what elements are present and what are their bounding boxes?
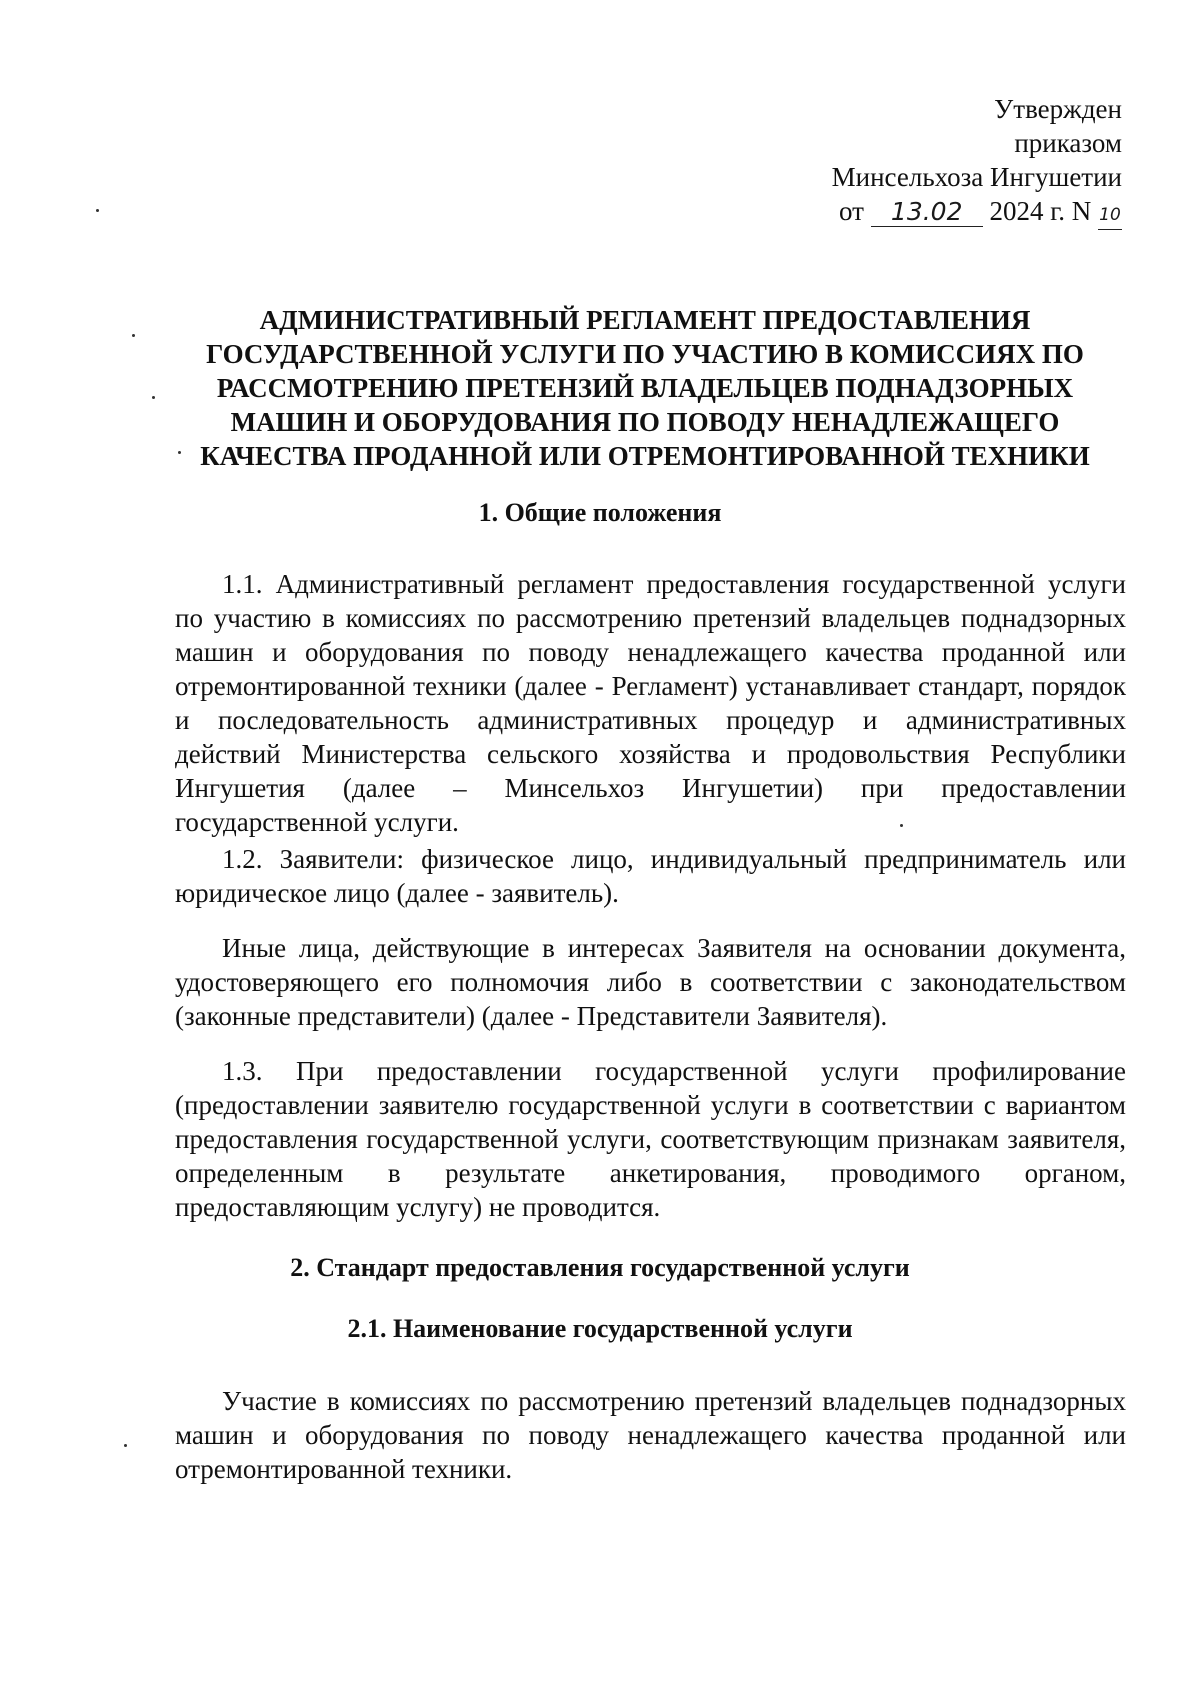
handwritten-date: 13.02 (871, 198, 983, 227)
year-text: 2024 г. N (989, 196, 1092, 226)
section-1-heading: 1. Общие положения (478, 498, 722, 527)
section-2-heading: 2. Стандарт предоставления государственной услуги (290, 1253, 910, 1282)
section-2-1-heading: 2.1. Наименование государственной услуги (347, 1314, 853, 1343)
scan-speck (124, 1444, 127, 1447)
scan-speck (132, 334, 135, 337)
date-prefix: от (839, 196, 864, 226)
scan-speck (900, 824, 903, 827)
paragraph-1-2: 1.2. Заявители: физическое лицо, индивидуальный предприниматель или юридическое лицо (далее - заявитель). (175, 844, 1126, 908)
scan-speck (178, 451, 181, 454)
paragraph-1-1: 1.1. Административный регламент предоставления государственной услуги по участию в комиссиях по рассмотрению претензий владельцев поднадзорных машин и оборудования по поводу ненадлежащего качества проданной или отремонтированной техники (далее - Регламент) устанавливает стандарт, порядок и последовательность административных процедур и административных действий Министерства сельского хозяйства и продовольствия Республики Ингушетия (далее – Минсельхоз Ингушетии) при предоставлении государственной услуги. (175, 569, 1126, 837)
handwritten-number: 10 (1098, 201, 1122, 230)
paragraph-1-3: 1.3. При предоставлении государственной услуги профилирование (предоставлении заявителю государственной услуги в соответствии с вариантом предоставления государственной услуги, соответствующим признакам заявителя, определенным в результате анкетирования, проводимого органом, предоставляющим услугу) не проводится. (175, 1056, 1126, 1222)
scan-speck (152, 396, 155, 399)
approval-line-3: Минсельхоза Ингушетии (831, 162, 1122, 192)
approval-stamp (832, 92, 1122, 230)
paragraph-2-1: Участие в комиссиях по рассмотрению претензий владельцев поднадзорных машин и оборудования по поводу ненадлежащего качества проданной или отремонтированной техники. (175, 1386, 1126, 1484)
scan-speck (96, 209, 99, 212)
document-title: АДМИНИСТРАТИВНЫЙ РЕГЛАМЕНТ ПРЕДОСТАВЛЕНИЯ ГОСУДАРСТВЕННОЙ УСЛУГИ ПО УЧАСТИЮ В КОМИССИЯХ ПО РАССМОТРЕНИЮ ПРЕТЕНЗИЙ ВЛАДЕЛЬЦЕВ ПОДНАДЗОРНЫХ МАШИН И ОБОРУДОВАНИЯ ПО ПОВОДУ НЕНАДЛЕЖАЩЕГО КАЧЕСТВА ПРОДАННОЙ ИЛИ ОТРЕМОНТИРОВАННОЙ ТЕХНИКИ (200, 305, 1090, 471)
paragraph-1-2-representatives: Иные лица, действующие в интересах Заявителя на основании документа, удостоверяющего его полномочия либо в соответствии с законодательством (законные представители) (далее - Представители Заявителя). (175, 933, 1126, 1031)
approval-date-line (832, 194, 1122, 230)
approval-line-1: Утвержден (994, 94, 1122, 124)
approval-line-2: приказом (1014, 128, 1122, 158)
